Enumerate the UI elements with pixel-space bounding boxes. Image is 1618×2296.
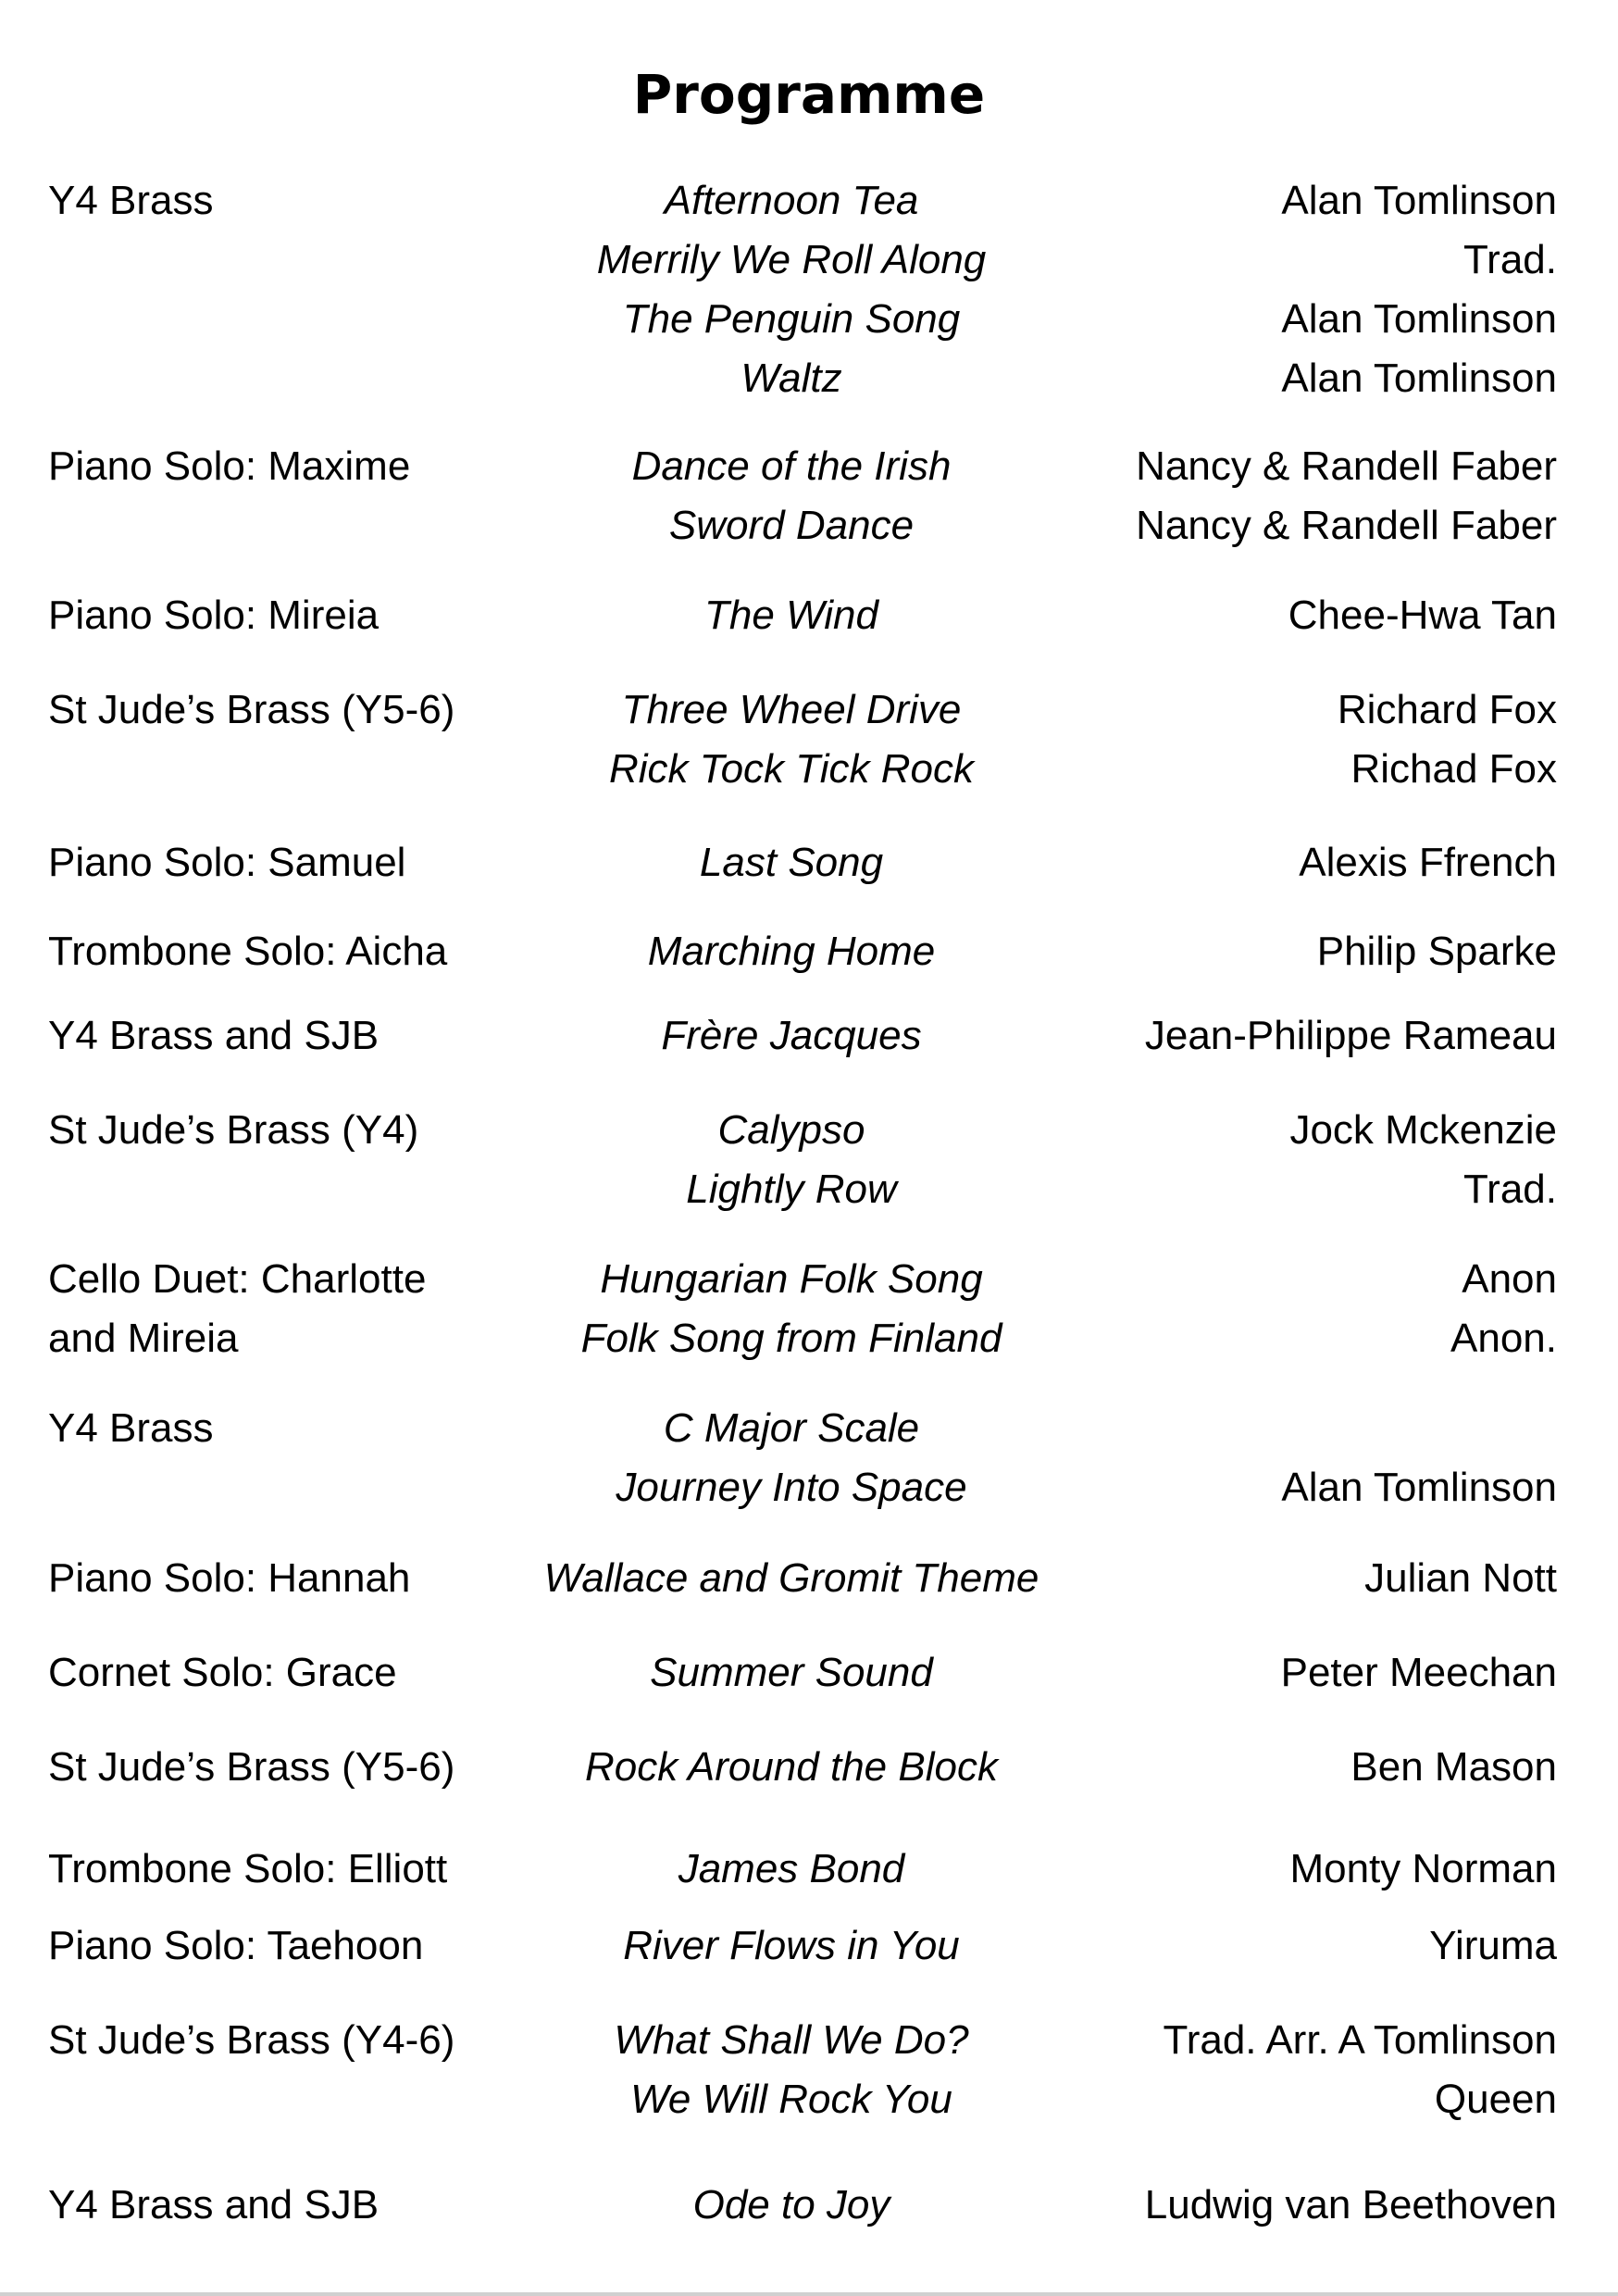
composer-name: Peter Meechan — [1280, 1650, 1557, 1695]
piece-cell — [500, 437, 1083, 555]
performer-line: Trombone Solo: Aicha — [48, 929, 448, 974]
piece-title: Merrily We Roll Along — [596, 237, 987, 282]
composer-name: Ludwig van Beethoven — [1144, 2182, 1557, 2227]
piece-title: Waltz — [741, 356, 842, 401]
composer-name: Chee-Hwa Tan — [1288, 593, 1557, 638]
composer-name: Nancy & Randell Faber — [1136, 503, 1557, 548]
piece-cell — [500, 171, 1083, 408]
piece-cell — [500, 1549, 1083, 1608]
composer-cell — [1046, 171, 1557, 408]
piece-cell — [500, 1399, 1083, 1517]
performer-line: Piano Solo: Hannah — [48, 1555, 411, 1601]
performer-line: Y4 Brass and SJB — [48, 1013, 380, 1058]
piece-cell — [500, 586, 1083, 645]
composer-name: Julian Nott — [1364, 1555, 1557, 1601]
performer-line: St Jude’s Brass (Y5-6) — [48, 1744, 455, 1790]
piece-cell — [500, 1738, 1083, 1797]
composer-cell — [1046, 1738, 1557, 1797]
composer-name: Queen — [1434, 2077, 1557, 2122]
piece-title: Afternoon Tea — [664, 178, 919, 223]
composer-name: Philip Sparke — [1316, 929, 1557, 974]
performer-line: Cornet Solo: Grace — [48, 1650, 397, 1695]
piece-cell — [500, 833, 1083, 892]
performer-cell — [48, 171, 511, 231]
piece-title: Rick Tock Tick Rock — [608, 746, 975, 792]
piece-title: C Major Scale — [663, 1405, 920, 1451]
composer-cell — [1046, 1250, 1557, 1368]
performer-line: St Jude’s Brass (Y4-6) — [48, 2017, 455, 2063]
performer-line: Cello Duet: Charlotte — [48, 1256, 427, 1302]
composer-cell — [1046, 1006, 1557, 1066]
piece-title: Summer Sound — [650, 1650, 933, 1695]
piece-title: Rock Around the Block — [585, 1744, 998, 1790]
composer-cell — [1046, 680, 1557, 799]
bottom-divider — [0, 2292, 1618, 2296]
composer-name: Nancy & Randell Faber — [1136, 443, 1557, 489]
performer-line: St Jude’s Brass (Y5-6) — [48, 687, 455, 732]
composer-cell — [1046, 1840, 1557, 1899]
composer-cell — [1046, 2011, 1557, 2129]
composer-name: Alan Tomlinson — [1281, 296, 1557, 342]
performer-line: Y4 Brass and SJB — [48, 2182, 380, 2227]
performer-cell — [48, 2011, 511, 2070]
piece-title: James Bond — [678, 1846, 905, 1891]
performer-line: Y4 Brass — [48, 1405, 214, 1451]
composer-cell — [1046, 1549, 1557, 1608]
page-title: Programme — [632, 63, 986, 126]
performer-cell — [48, 680, 511, 740]
piece-cell — [500, 922, 1083, 981]
composer-name: Richard Fox — [1337, 687, 1557, 732]
performer-cell — [48, 1101, 511, 1160]
composer-cell — [1046, 437, 1557, 555]
composer-name: Monty Norman — [1289, 1846, 1557, 1891]
piece-title: Three Wheel Drive — [621, 687, 962, 732]
performer-cell — [48, 922, 511, 981]
piece-title: The Penguin Song — [622, 296, 961, 342]
performer-line: and Mireia — [48, 1316, 239, 1361]
performer-cell — [48, 586, 511, 645]
piece-cell — [500, 1916, 1083, 1976]
piece-cell — [500, 1006, 1083, 1066]
piece-title: River Flows in You — [623, 1923, 960, 1968]
piece-cell — [500, 1840, 1083, 1899]
piece-title: The Wind — [704, 593, 878, 638]
composer-name: Jean-Philippe Rameau — [1144, 1013, 1557, 1058]
piece-title: Dance of the Irish — [631, 443, 952, 489]
performer-cell — [48, 1549, 511, 1608]
piece-title: Hungarian Folk Song — [600, 1256, 983, 1302]
composer-name: Alan Tomlinson — [1281, 356, 1557, 401]
composer-name: Trad. Arr. A Tomlinson — [1163, 2017, 1557, 2063]
composer-name: Alan Tomlinson — [1281, 1465, 1557, 1510]
piece-cell — [500, 1643, 1083, 1703]
performer-line: Trombone Solo: Elliott — [48, 1846, 448, 1891]
composer-name: Anon — [1462, 1256, 1557, 1302]
composer-cell — [1046, 1399, 1557, 1517]
performer-cell — [48, 1840, 511, 1899]
piece-title: Lightly Row — [686, 1167, 897, 1212]
piece-title: Frère Jacques — [661, 1013, 922, 1058]
performer-cell — [48, 1916, 511, 1976]
performer-cell — [48, 437, 511, 496]
performer-cell — [48, 2176, 511, 2235]
performer-cell — [48, 1399, 511, 1458]
performer-line: Piano Solo: Taehoon — [48, 1923, 424, 1968]
performer-cell — [48, 1643, 511, 1703]
piece-cell — [500, 2176, 1083, 2235]
piece-cell — [500, 2011, 1083, 2129]
composer-cell — [1046, 1101, 1557, 1219]
piece-cell — [500, 1101, 1083, 1219]
composer-name: Alan Tomlinson — [1281, 178, 1557, 223]
performer-cell — [48, 1250, 511, 1368]
performer-cell — [48, 1006, 511, 1066]
piece-cell — [500, 1250, 1083, 1368]
performer-line: Piano Solo: Maxime — [48, 443, 411, 489]
composer-name — [1046, 1399, 1557, 1458]
composer-name: Jock Mckenzie — [1289, 1107, 1557, 1153]
composer-name: Richad Fox — [1350, 746, 1557, 792]
composer-name: Alexis Ffrench — [1299, 840, 1557, 885]
performer-line: Y4 Brass — [48, 178, 214, 223]
performer-cell — [48, 1738, 511, 1797]
piece-title: Calypso — [717, 1107, 865, 1153]
performer-cell — [48, 833, 511, 892]
composer-name: Trad. — [1462, 237, 1557, 282]
piece-title: Last Song — [699, 840, 884, 885]
piece-title: Sword Dance — [668, 503, 915, 548]
piece-title: Folk Song from Finland — [580, 1316, 1002, 1361]
composer-cell — [1046, 833, 1557, 892]
performer-line: Piano Solo: Samuel — [48, 840, 406, 885]
composer-name: Trad. — [1462, 1167, 1557, 1212]
piece-title: What Shall We Do? — [614, 2017, 969, 2063]
piece-title: Marching Home — [647, 929, 936, 974]
composer-cell — [1046, 2176, 1557, 2235]
composer-name: Yiruma — [1429, 1923, 1557, 1968]
composer-cell — [1046, 922, 1557, 981]
composer-cell — [1046, 1916, 1557, 1976]
piece-title: We Will Rock You — [630, 2077, 952, 2122]
piece-cell — [500, 680, 1083, 799]
performer-line: Piano Solo: Mireia — [48, 593, 380, 638]
composer-cell — [1046, 586, 1557, 645]
composer-name: Ben Mason — [1350, 1744, 1557, 1790]
composer-cell — [1046, 1643, 1557, 1703]
piece-title: Ode to Joy — [692, 2182, 890, 2227]
piece-title: Wallace and Gromit Theme — [543, 1555, 1039, 1601]
performer-line: St Jude’s Brass (Y4) — [48, 1107, 419, 1153]
piece-title: Journey Into Space — [616, 1465, 967, 1510]
composer-name: Anon. — [1450, 1316, 1557, 1361]
